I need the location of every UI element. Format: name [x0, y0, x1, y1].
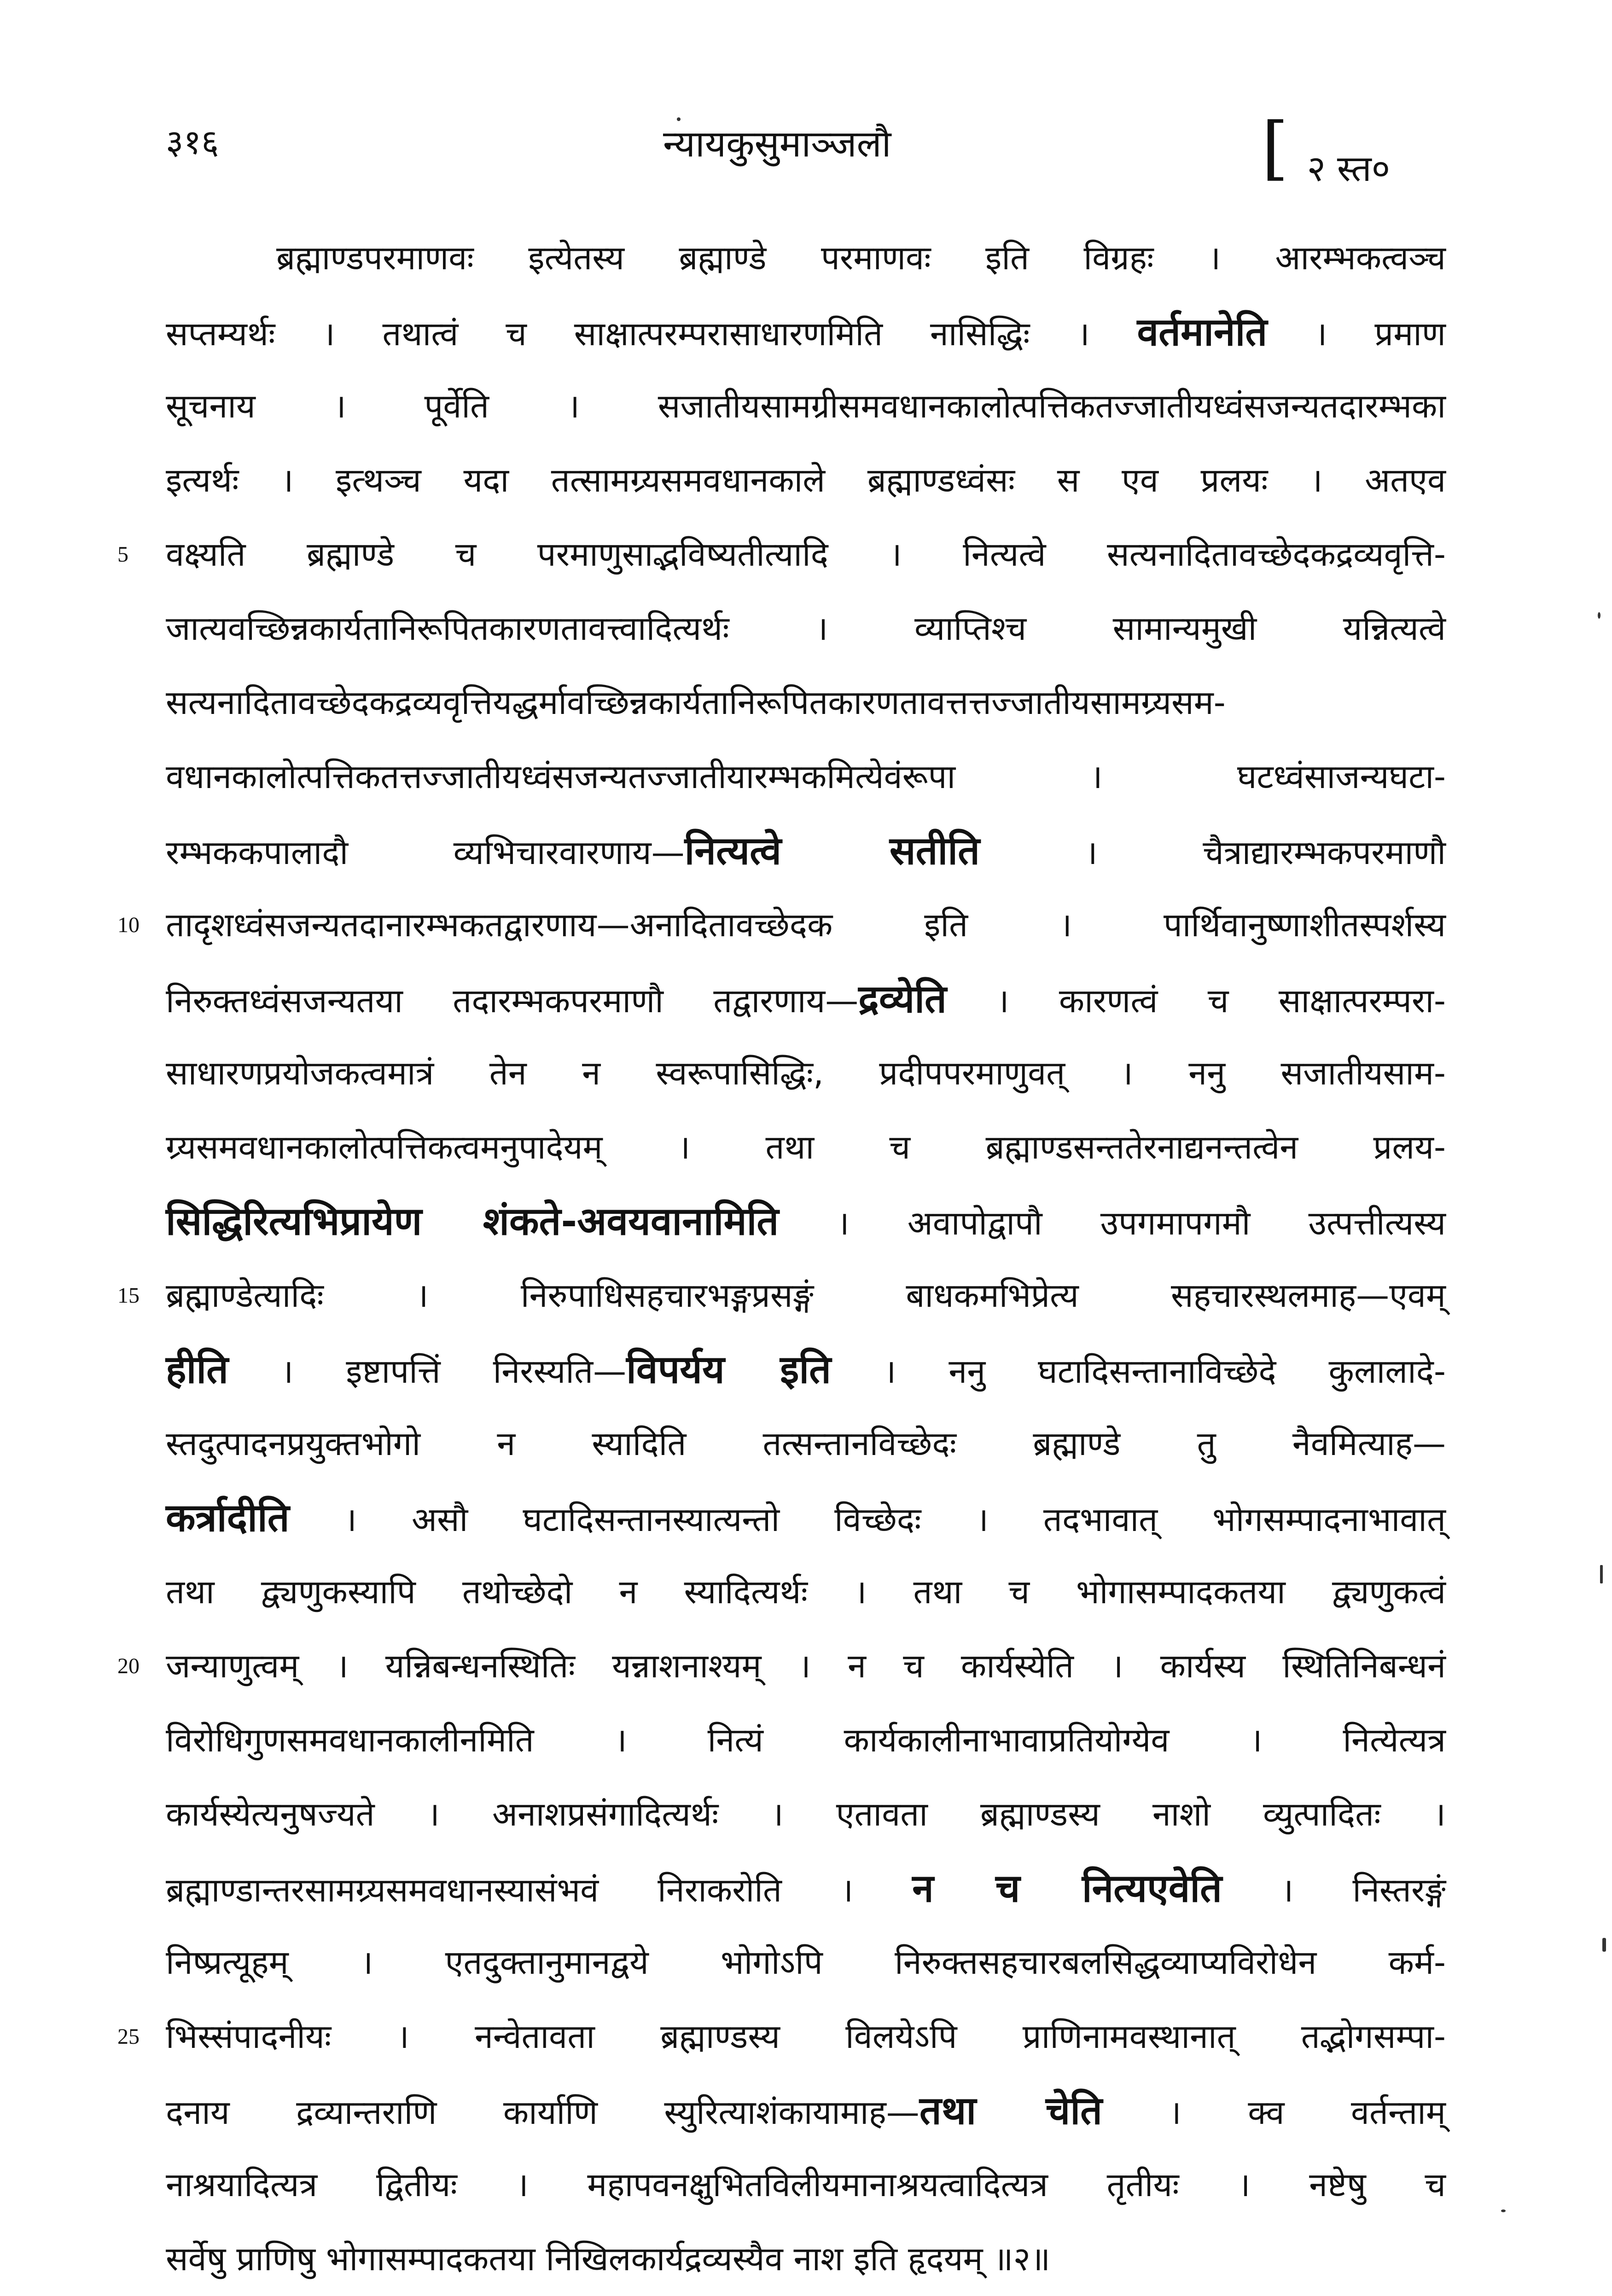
pratika-term: सिद्धिरित्यभिप्रायेण शंकते-अवयवानामिति	[166, 1199, 779, 1244]
line-text: सूचनाय । पूर्वेति । सजातीयसामग्रीसमवधानकालोत्पत्तिकतज्जातीयध्वंसजन्यतदारम्भका	[166, 387, 1446, 425]
line-text: नाश्रयादित्यत्र द्वितीयः । महापवनक्षुभितविलीयमानाश्रयत्वादित्यत्र तृतीयः । नष्टेषु च	[166, 2165, 1446, 2204]
line-number: 5	[117, 542, 128, 567]
text-line	[166, 443, 1446, 517]
line-text: वक्ष्यति ब्रह्माण्डे च परमाणुसाद्भविष्यतीत्यादि । नित्यत्वे सत्यनादितावच्छेदकद्रव्यवृत्ति-	[166, 535, 1446, 574]
line-text: ब्रह्माण्डपरमाणवः इत्येतस्य ब्रह्माण्डे परमाणवः इति विग्रहः । आरम्भकत्वञ्च	[276, 238, 1446, 277]
section-marker	[1262, 108, 1391, 197]
line-text: सत्यनादितावच्छेदकद्रव्यवृत्तियद्धर्मावच्छिन्नकार्यतानिरूपितकारणतावत्तत्तज्जातीयसामग्र्यसम-	[166, 683, 1226, 722]
pratika-term: द्रव्येति	[858, 976, 947, 1021]
line-text: निष्प्रत्यूहम् । एतदुक्तानुमानद्वये भोगोऽपि निरुक्तसहचारबलसिद्धव्याप्यविरोधेन कर्म-	[166, 1943, 1446, 1982]
line-text: ग्र्यसमवधानकालोत्पत्तिकत्वमनुपादेयम् । तथा च ब्रह्माण्डसन्ततेरनाद्यनन्तत्वेन प्रलय-	[166, 1128, 1446, 1166]
line-text: । निस्तरङ्गं	[1222, 1871, 1446, 1909]
line-text: वधानकालोत्पत्तिकतत्तज्जातीयध्वंसजन्यतज्जातीयारम्भकमित्येवंरूपा । घटध्वंसाजन्यघटा-	[166, 757, 1446, 796]
page-header	[0, 108, 1612, 191]
text-line	[166, 1184, 1446, 1258]
line-text: ब्रह्माण्डेत्यादिः । निरुपाधिसहचारभङ्गप्रसङ्गं बाधकमभिप्रेत्य सहचारस्थलमाह—एवम्	[166, 1276, 1446, 1315]
text-line	[166, 1036, 1446, 1110]
line-text: तथा द्व्यणुकस्यापि तथोच्छेदो न स्यादित्यर्थः । तथा च भोगासम्पादकतया द्व्यणुकत्वं	[166, 1572, 1446, 1611]
line-number: 20	[117, 1654, 140, 1678]
text-line	[166, 1407, 1446, 1481]
text-line	[117, 1629, 1446, 1703]
text-line	[166, 740, 1446, 814]
line-text: इत्यर्थः । इत्थञ्च यदा तत्सामग्र्यसमवधानकाले ब्रह्माण्डध्वंसः स एव प्रलयः । अतएव	[166, 461, 1446, 499]
line-number: 25	[117, 2024, 140, 2049]
line-text: निरुक्तध्वंसजन्यतया तदारम्भकपरमाणौ तद्वारणाय—	[166, 981, 859, 1020]
line-text: दनाय द्रव्यान्तराणि कार्याणि स्युरित्याशंकायामाह—	[166, 2093, 919, 2132]
text-line	[166, 221, 1446, 295]
text-line	[166, 1481, 1446, 1555]
line-text: सर्वेषु प्राणिषु भोगासम्पादकतया निखिलकार्यद्रव्यस्यैव नाश इति हृदयम् ॥२॥	[166, 2239, 1051, 2278]
line-number: 15	[117, 1283, 140, 1308]
line-text: जन्याणुत्वम् । यन्निबन्धनस्थितिः यन्नाशनाश्यम् । न च कार्यस्येति । कार्यस्य स्थितिनिबन्धनं	[166, 1647, 1446, 1685]
text-line	[117, 517, 1446, 591]
text-line	[117, 2000, 1446, 2074]
line-text: रम्भककपालादौ व्यभिचारवारणाय—	[166, 833, 685, 872]
line-text: । अवापोद्वापौ उपगमापगमौ उत्पत्तीत्यस्य	[779, 1204, 1446, 1242]
line-text: विरोधिगुणसमवधानकालीनमिति । नित्यं कार्यकालीनाभावाप्रतियोग्येव । नित्येत्यत्र	[166, 1721, 1446, 1759]
line-text: । कारणत्वं च साक्षात्परम्परा-	[946, 981, 1446, 1020]
pratika-term: कर्त्रादीति	[166, 1495, 290, 1540]
text-line	[166, 2222, 1446, 2296]
line-text: । इष्टापत्तिं निरस्यति—	[228, 1352, 627, 1391]
line-text: । असौ घटादिसन्तानस्यात्यन्तो विच्छेदः । तदभावात् भोगसम्पादनाभावात्	[289, 1500, 1446, 1539]
section-bracket: [	[1262, 108, 1289, 188]
pratika-term: वर्तमानेति	[1137, 309, 1268, 354]
text-line	[166, 1110, 1446, 1184]
scan-speck	[677, 117, 681, 121]
section-label: २ स्त०	[1307, 148, 1391, 190]
line-text: । चैत्राद्यारम्भकपरमाणौ	[979, 833, 1446, 872]
pratika-term: हीति	[166, 1347, 228, 1392]
text-line	[117, 888, 1446, 962]
text-line	[166, 1333, 1446, 1407]
text-line	[166, 1851, 1446, 1925]
line-text: । ननु घटादिसन्तानाविच्छेदे कुलालादे-	[831, 1352, 1446, 1391]
text-line	[166, 962, 1446, 1036]
pratika-term: न च नित्यएवेति	[912, 1866, 1222, 1911]
line-text: । प्रमाण	[1267, 314, 1446, 353]
text-line	[166, 1925, 1446, 2000]
line-text: स्तदुत्पादनप्रयुक्तभोगो न स्यादिति तत्सन्तानविच्छेदः ब्रह्माण्डे तु नैवमित्याह—	[166, 1424, 1446, 1463]
running-title: न्यायकुसुमाञ्जलौ	[663, 122, 891, 165]
text-line	[166, 1777, 1446, 1851]
line-text: जात्यवच्छिन्नकार्यतानिरूपितकारणतावत्त्वादित्यर्थः । व्याप्तिश्च सामान्यमुखी यन्नित्यत्वे	[166, 609, 1446, 648]
text-line	[166, 369, 1446, 443]
text-line	[117, 1258, 1446, 1333]
text-line	[166, 295, 1446, 369]
text-line	[166, 2074, 1446, 2148]
line-text: साधारणप्रयोजकत्वमात्रं तेन न स्वरूपासिद्धिः, प्रदीपपरमाणुवत् । ननु सजातीयसाम-	[166, 1054, 1446, 1092]
pratika-term: विपर्यय इति	[626, 1347, 831, 1392]
line-text: सप्तम्यर्थः । तथात्वं च साक्षात्परम्परासाधारणमिति नासिद्धिः ।	[166, 314, 1137, 353]
scan-speck	[1598, 612, 1600, 619]
line-text: कार्यस्येत्यनुषज्यते । अनाशप्रसंगादित्यर्थः । एतावता ब्रह्माण्डस्य नाशो व्युत्पादितः ।	[166, 1795, 1446, 1833]
commentary-text	[0, 221, 1612, 2296]
scan-speck	[1600, 1565, 1603, 1583]
line-text: ब्रह्माण्डान्तरसामग्र्यसमवधानस्यासंभवं निराकरोति ।	[166, 1871, 913, 1909]
pratika-term: तथा चेति	[919, 2088, 1102, 2133]
text-line	[166, 814, 1446, 888]
page-number: ३१६	[166, 122, 219, 162]
line-text: । क्व वर्तन्ताम्	[1102, 2093, 1446, 2132]
scan-speck	[1602, 1938, 1606, 1952]
line-text: भिस्संपादनीयः । नन्वेतावता ब्रह्माण्डस्य विलयेऽपि प्राणिनामवस्थानात् तद्भोगसम्पा-	[166, 2017, 1446, 2056]
line-number: 10	[117, 913, 140, 937]
scan-speck	[1501, 2209, 1506, 2212]
text-line	[166, 2148, 1446, 2222]
text-line	[166, 591, 1446, 666]
line-text: तादृशध्वंसजन्यतदानारम्भकतद्वारणाय—अनादितावच्छेदक इति । पार्थिवानुष्णाशीतस्पर्शस्य	[166, 905, 1446, 944]
text-line	[166, 1703, 1446, 1777]
pratika-term: नित्यत्वे सतीति	[684, 828, 980, 873]
text-line	[166, 1555, 1446, 1629]
text-line	[166, 666, 1446, 740]
